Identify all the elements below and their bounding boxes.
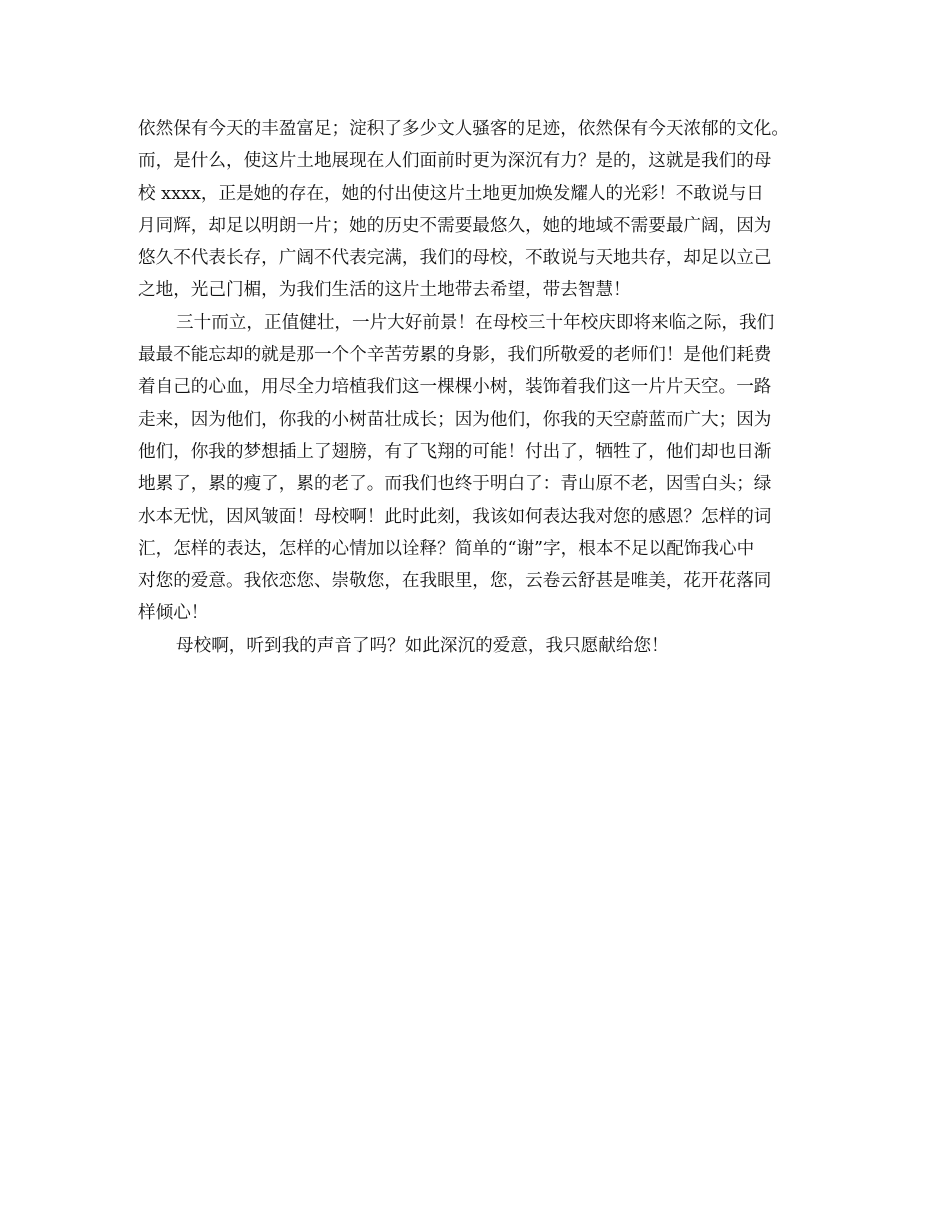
text-line: 校 xxxx，正是她的存在，她的付出使这片土地更加焕发耀人的光彩！不敢说与日: [138, 183, 764, 204]
text-line: 他们，你我的梦想插上了翅膀，有了飞翔的可能！付出了，牺牲了，他们却也日渐: [138, 441, 772, 462]
paragraph-first-line: 母校啊，听到我的声音了吗？如此深沉的爱意，我只愿献给您！: [176, 635, 669, 656]
text-line: 样倾心！: [138, 603, 209, 624]
text-line: 依然保有今天的丰盈富足；淀积了多少文人骚客的足迹，依然保有今天浓郁的文化。: [138, 119, 789, 139]
text-line: 走来，因为他们，你我的小树苗壮成长；因为他们，你我的天空蔚蓝而广大；因为: [138, 409, 772, 430]
text-line: 之地，光己门楣，为我们生活的这片土地带去希望，带去智慧！: [138, 280, 631, 301]
text-line: 而，是什么，使这片土地展现在人们面前时更为深沉有力？是的，这就是我们的母: [138, 151, 772, 172]
text-line: 最最不能忘却的就是那一个个辛苦劳累的身影，我们所敬爱的老师们！是他们耗费: [138, 345, 772, 366]
text-line: 水本无忧，因风皱面！母校啊！此时此刻，我该如何表达我对您的感恩？怎样的词: [138, 506, 772, 527]
text-line: 地累了，累的瘦了，累的老了。而我们也终于明白了：青山原不老，因雪白头；绿: [138, 474, 772, 495]
text-line: 汇，怎样的表达，怎样的心情加以诠释？简单的“谢”字，根本不足以配饰我心中: [138, 538, 755, 559]
text-line: 月同辉，却足以明朗一片；她的历史不需要最悠久，她的地域不需要最广阔，因为: [138, 215, 772, 236]
text-line: 悠久不代表长存，广阔不代表完满，我们的母校，不敢说与天地共存，却足以立己: [138, 248, 772, 269]
paragraph-first-line: 三十而立，正值健壮，一片大好前景！在母校三十年校庆即将来临之际，我们: [176, 312, 775, 333]
document-body: [138, 113, 818, 662]
text-line: 着自己的心血，用尽全力培植我们这一棵棵小树，装饰着我们这一片片天空。一路: [138, 377, 772, 398]
text-line: 对您的爱意。我依恋您、崇敬您，在我眼里，您，云卷云舒甚是唯美，花开花落同: [138, 571, 772, 592]
